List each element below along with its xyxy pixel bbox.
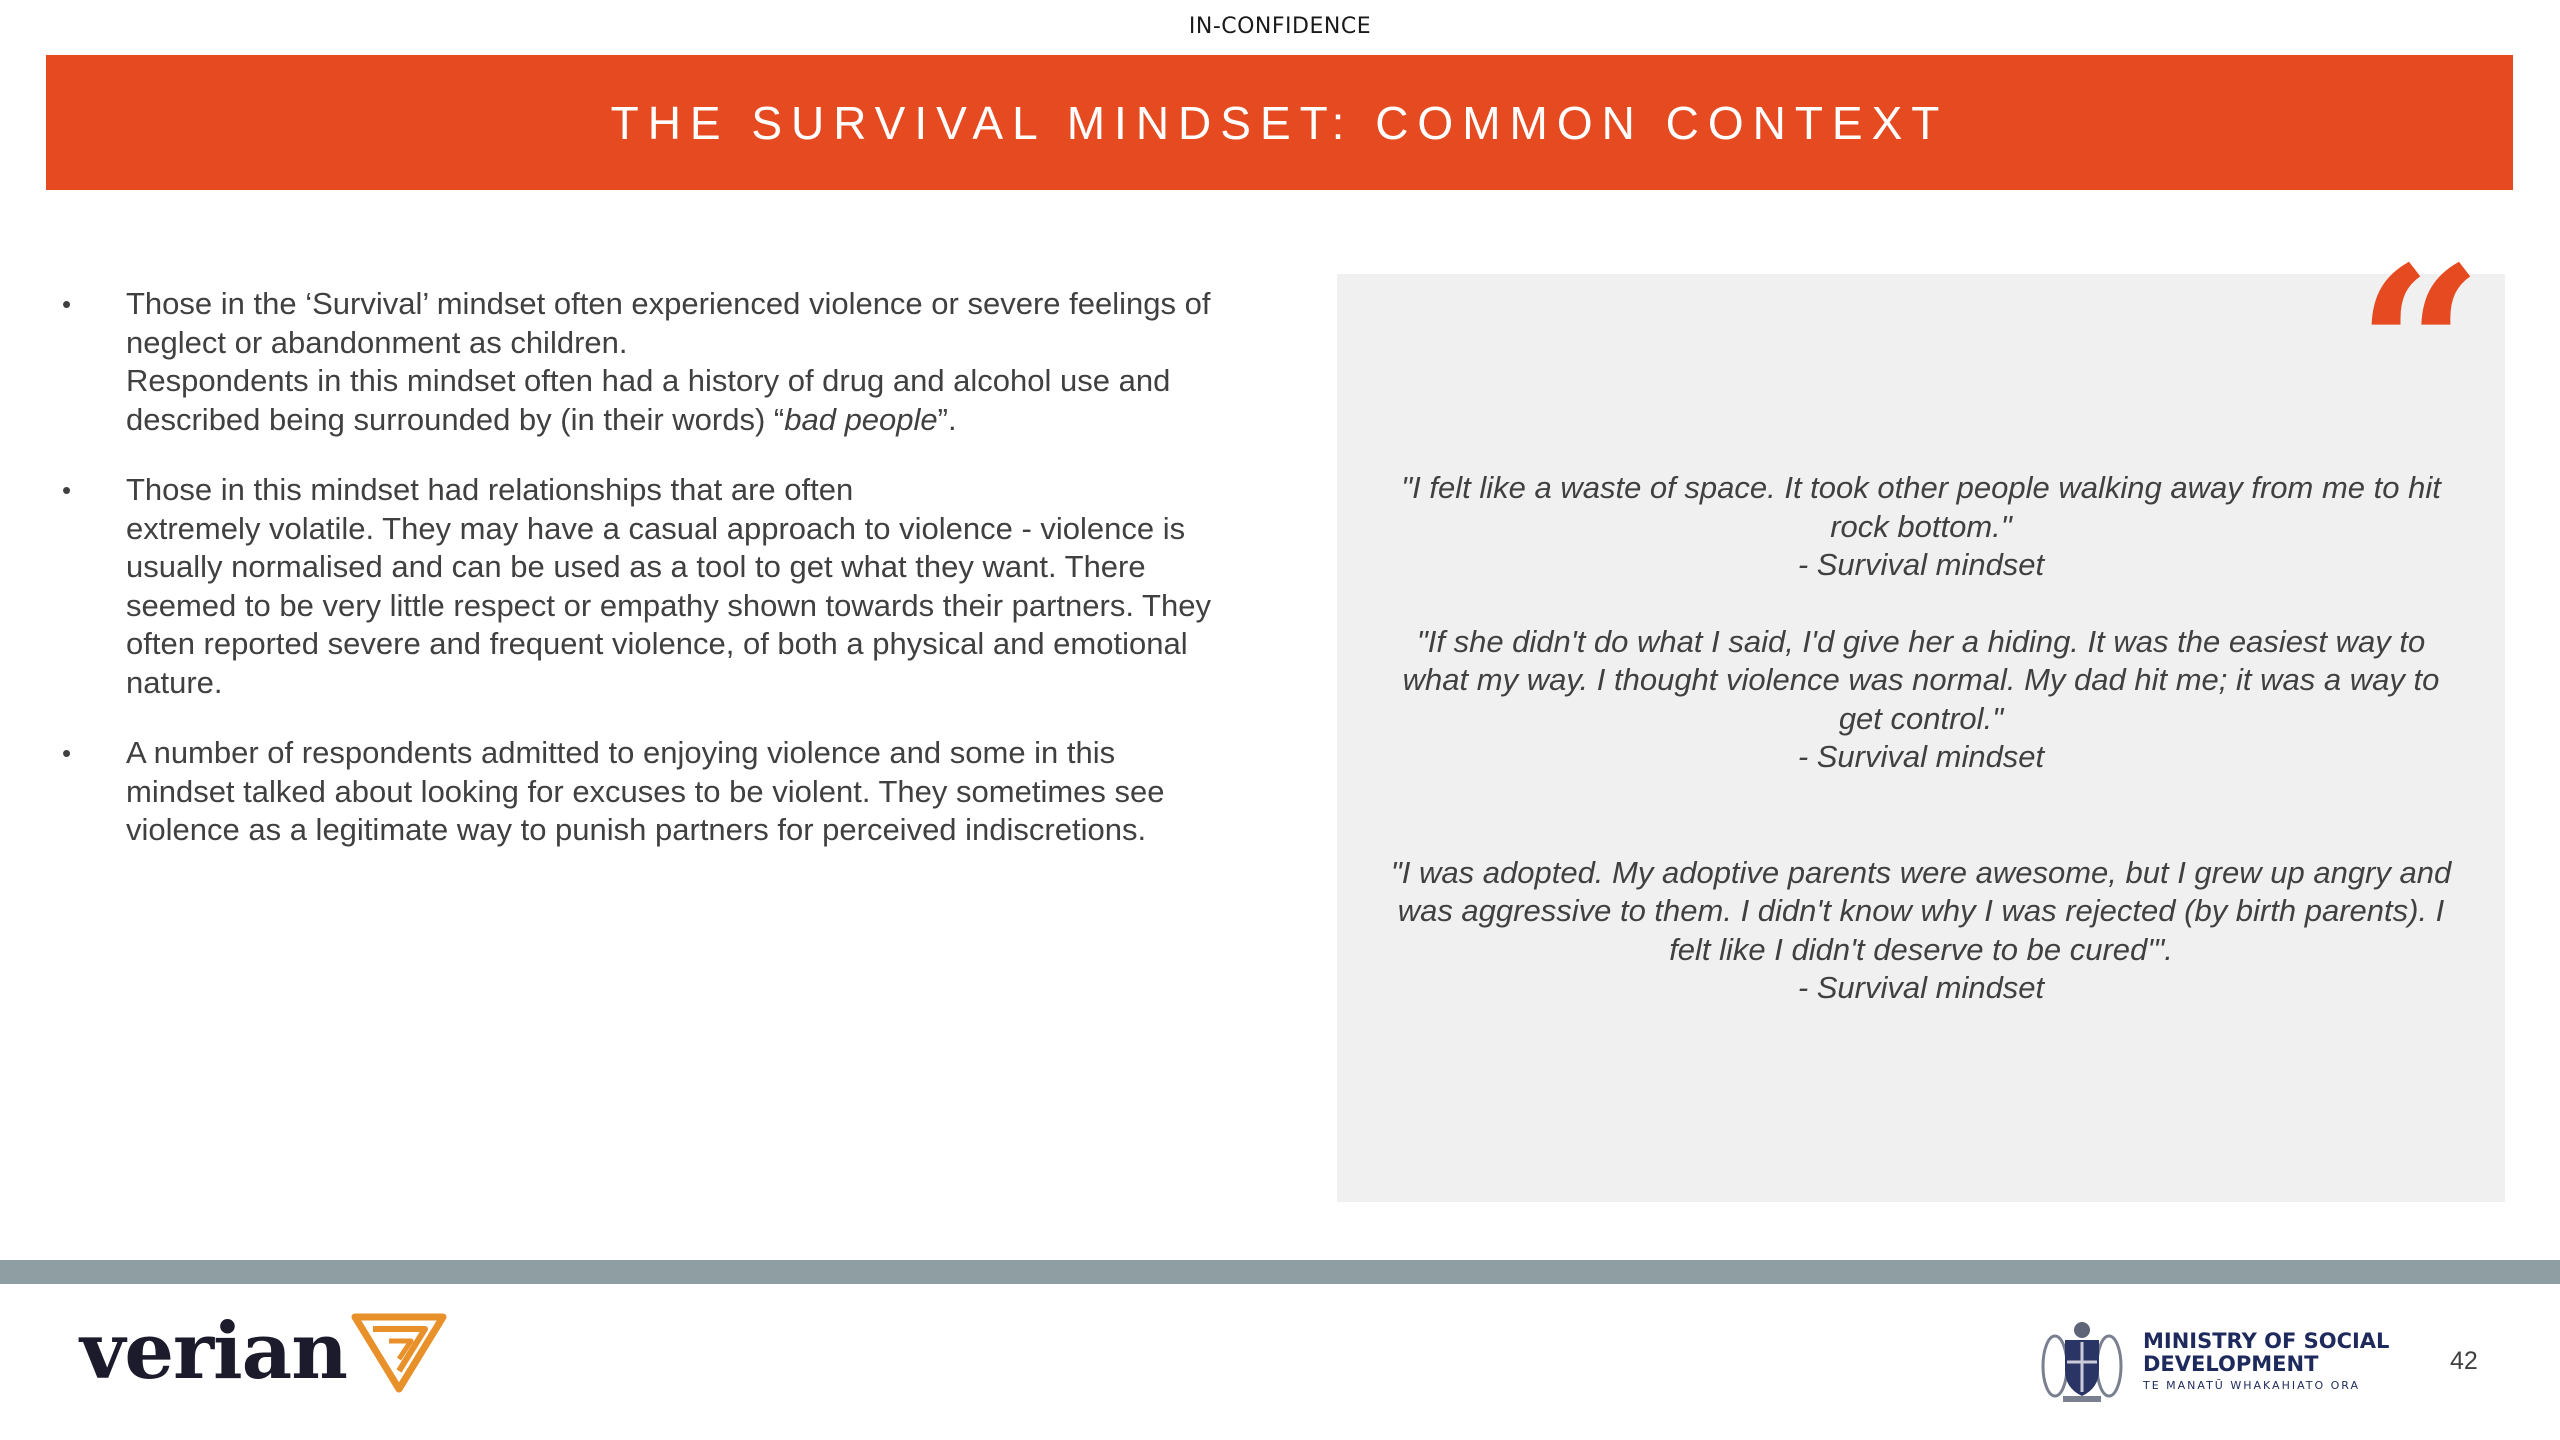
quote-text-line: was aggressive to them. I didn't know why I was rejected (by birth parents). I <box>1397 893 2445 928</box>
bullet-icon: • <box>62 475 72 505</box>
ministry-name-line: DEVELOPMENT <box>2143 1352 2319 1376</box>
bullet-text-line: described being surrounded by (in their words) “bad people”. <box>126 401 957 437</box>
quote-text-line: get control." <box>1838 700 2004 736</box>
quote-list <box>1367 469 2475 1046</box>
emphasis-text: bad people <box>784 401 938 437</box>
bullet-item-relationships <box>60 471 1260 702</box>
quote-text-line: rock bottom." <box>1830 508 2012 544</box>
bullet-text-line: Those in the ‘Survival’ mindset often experienced violence or severe feelings of <box>126 286 1211 321</box>
bullet-text-line: violence as a legitimate way to punish partners for perceived indiscretions. <box>126 812 1147 847</box>
bullet-text-line: A number of respondents admitted to enjoying violence and some in this <box>126 735 1116 770</box>
coat-of-arms-icon <box>2035 1318 2129 1404</box>
bullet-text-line: mindset talked about looking for excuses to be violent. They sometimes see <box>126 773 1165 809</box>
ministry-maori-name: TE MANATŪ WHAKAHIATO ORA <box>2143 1379 2361 1392</box>
bullet-item-childhood <box>60 285 1260 439</box>
quote-item <box>1367 623 2475 777</box>
ministry-name-line: MINISTRY OF SOCIAL <box>2143 1329 2390 1353</box>
footer-stripe <box>0 1260 2560 1284</box>
bullet-text-line: neglect or abandonment as children. <box>126 324 628 360</box>
quote-attribution: - Survival mindset <box>1797 739 2045 774</box>
verian-logo <box>80 1306 447 1397</box>
quote-text-line: felt like I didn't deserve to be cured'". <box>1669 931 2173 967</box>
title-banner <box>46 55 2513 190</box>
verian-wordmark: verian <box>80 1306 347 1397</box>
quote-text-line: what my way. I thought violence was normal. My dad hit me; it was a way to <box>1402 662 2440 697</box>
quote-item <box>1367 469 2475 585</box>
bullet-icon: • <box>62 738 72 768</box>
bullet-list <box>60 285 1260 882</box>
quote-text-line: "If she didn't do what I said, I'd give her a hiding. It was the easiest way to <box>1416 623 2426 659</box>
bullet-text-line: Those in this mindset had relationships that are often <box>126 472 854 507</box>
bullet-text-line: Respondents in this mindset often had a history of drug and alcohol use and <box>126 363 1171 398</box>
quote-item <box>1367 854 2475 1008</box>
bullet-item-enjoying-violence <box>60 734 1260 850</box>
quotation-mark-icon: “ <box>2356 218 2483 477</box>
bullet-text-line: often reported severe and frequent violence, of both a physical and emotional <box>126 626 1188 661</box>
page-number: 42 <box>2450 1347 2478 1375</box>
quote-attribution: - Survival mindset <box>1797 970 2045 1005</box>
quote-text-line: "I was adopted. My adoptive parents were awesome, but I grew up angry and <box>1390 854 2452 890</box>
ministry-text <box>2143 1330 2389 1392</box>
quote-text-line: "I felt like a waste of space. It took other people walking away from me to hit <box>1401 470 2441 505</box>
bullet-text-line: usually normalised and can be used as a tool to get what they want. There <box>126 549 1146 584</box>
quote-attribution: - Survival mindset <box>1797 547 2045 582</box>
bullet-text-line: nature. <box>126 664 223 700</box>
bullet-icon: • <box>62 289 72 319</box>
verian-triangle-icon <box>351 1311 447 1393</box>
ministry-logo <box>2035 1318 2389 1404</box>
quote-panel <box>1337 218 2505 1202</box>
slide-title: THE SURVIVAL MINDSET: COMMON CONTEXT <box>610 96 1949 149</box>
classification-label: IN-CONFIDENCE <box>1188 14 1372 39</box>
bullet-text-line: seemed to be very little respect or empathy shown towards their partners. They <box>126 587 1211 623</box>
bullet-text-line: extremely volatile. They may have a casual approach to violence - violence is <box>126 510 1186 546</box>
